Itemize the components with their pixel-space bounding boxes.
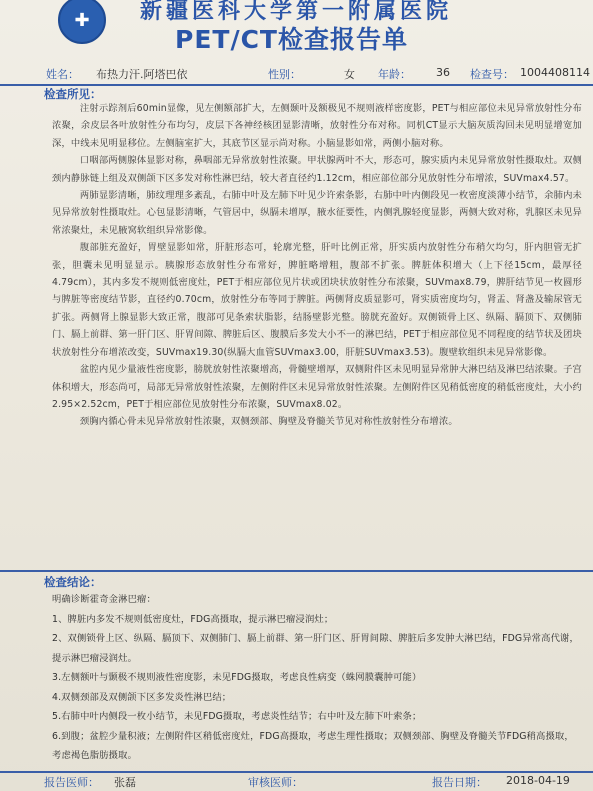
conclusion-item: 2、双侧锁骨上区、纵隔、膈顶下、双侧肺门、膈上前群、第一肝门区、肝胃间隙、脾脏后多发肿大淋巴结，FDG异常高代谢，提示淋巴瘤浸润灶。 (52, 633, 579, 664)
findings-paragraph: 注射示踪剂后60min显像，见左侧额部扩大，左侧颞叶及额极见不规则液样密度影，PET与相应部位未见异常放射性分布浓聚，余皮层各叶放射性分布均匀，皮层下各神经核团显影清晰，放射性分布对称。同机CT显示大脑灰质沟回未见明显增宽加深，中线未见明显移位。左侧脑室扩大，其底节区显示尚对称。小脑显影如常，两侧小脑对称。 (52, 103, 582, 149)
conclusion-text (52, 590, 582, 766)
hospital-logo-icon: ✚ (58, 0, 106, 44)
findings-paragraph: 两肺显影清晰，肺纹理理多紊乱，右肺中叶及左肺下叶见少许索条影，右肺中叶内侧段见一枚密度淡薄小结节，余肺内未见异常放射性摄取灶。心包显影清晰，气管居中，纵膈未增厚，腋水征要性，内侧乳腺轻度显影，两侧大致对称，乳腺区未见异常浓聚灶，未见腋窝软组织异常影像。 (52, 190, 582, 236)
conclusion-item: 1、脾脏内多发不规则低密度灶，FDG高摄取，提示淋巴瘤浸润灶； (52, 613, 334, 625)
name-label: 姓名： (46, 68, 79, 81)
gender-value: 女 (344, 68, 355, 81)
name-value: 布热力汗.阿塔巴依 (96, 68, 188, 81)
doctor-label: 报告医师： (44, 776, 99, 789)
conclusion-item: 6.到腹；盆腔少量积液；左侧附件区稍低密度灶，FDG高摄取，考虑生理性摄取；双侧颈部、胸壁及脊髓关节FDG稍高摄取，考虑褐色脂肪摄取。 (52, 730, 574, 761)
conclusion-item: 明确诊断霍奇金淋巴瘤： (52, 594, 156, 605)
conclusion-item: 4.双侧颈部及双侧颌下区多发炎性淋巴结； (52, 691, 232, 703)
findings-paragraph: 盆腔内见少量液性密度影，膀胱放射性浓聚增高，骨髓壁增厚，双侧附件区未见明显异常肿大淋巴结及淋巴结浓聚。子宫体积增大，形态尚可，局部无异常放射性浓聚，左侧附件区未见异常放射性浓聚。左侧附件区见稍低密度的稍低密度灶，大小约2.95×2.52cm，PET于相应部位见放射性分布浓聚，SUVmax8.02。 (52, 364, 582, 410)
findings-divider (0, 570, 593, 572)
age-label: 年龄： (378, 68, 411, 81)
conclusion-label: 检查结论： (44, 575, 102, 589)
findings-text (52, 100, 582, 431)
exam-no-label: 检查号： (470, 68, 514, 81)
doctor-value: 张磊 (114, 776, 136, 789)
patient-info-row (0, 62, 593, 84)
report-footer (0, 774, 593, 791)
reviewer-label: 审核医师： (248, 776, 303, 789)
footer-divider (0, 771, 593, 773)
age-value: 36 (436, 66, 450, 79)
conclusion-item: 5.右肺中叶内侧段一枚小结节，未见FDG摄取，考虑炎性结节；右中叶及左肺下叶索条； (52, 711, 422, 722)
conclusion-item: 3.左侧额叶与颞极不规则液性密度影，未见FDG摄取，考虑良性病变（蛛网膜囊肿可能） (52, 672, 422, 683)
gender-label: 性别： (268, 68, 301, 81)
hospital-name: 新疆医科大学第一附属医院 (140, 0, 453, 24)
report-date-value: 2018-04-19 (506, 774, 570, 787)
findings-label: 检查所见： (44, 87, 102, 101)
findings-paragraph: 颈胸内循心骨未见异常放射性浓聚，双侧颈部、胸壁及脊髓关节见对称性放射性分布增浓。 (79, 416, 458, 428)
report-date-label: 报告日期： (432, 776, 487, 789)
findings-paragraph: 口咽部两侧腺体显影对称，鼻咽部无异常放射性浓聚。甲状腺两叶不大，形态可，腺实质内未见异常放射性摄取灶。双侧颈内静脉链上组及双侧颌下区多发对称性淋巴结，较大者直径约1.12cm，相应部位部分见放射性分布增浓，SUVmax4.57。 (52, 155, 582, 184)
findings-paragraph: 腹部脏充盈好，胃壁显影如常，肝脏形态可，轮廓光整，肝叶比例正常，肝实质内放射性分布稍欠均匀，肝内胆管无扩张，胆囊未见明显显示。胰腺形态放射性分布常好，脾脏略增粗，腹部不扩张。脾脏体积增大（上下径15cm，最厚径4.79cm），其内多发不规则低密度灶，PET于相应部位见片状或团块状放射性分布浓聚，SUVmax8.79，脾肝结节见一枚圆形与脾脏等密度结节影，直径约0.70cm，放射性分布等同于脾脏。两侧肾皮质显影可，肾实质密度均匀，肾盂、肾盏及输尿管无扩张。两侧肾上腺显影大致正常，腹部可见条索状脂影，结肠壁影光整。膀胱充盈好。双侧锁骨上区、纵隔、膈顶下、双侧肺门、膈上前群、第一肝门区、肝胃间隙、脾脏后区、腹膜后多发大小不一的淋巴结，PET于相应部位见不同程度的结节状及团块状放射性分布增浓改变，SUVmax19.30(纵膈大血管SUVmax3.00，肝脏SUVmax3.53)。腹壁软组织未见异常影像。 (52, 242, 582, 358)
exam-no-value: 1004408114 (520, 66, 590, 79)
report-title: PET/CT检查报告单 (175, 25, 408, 54)
